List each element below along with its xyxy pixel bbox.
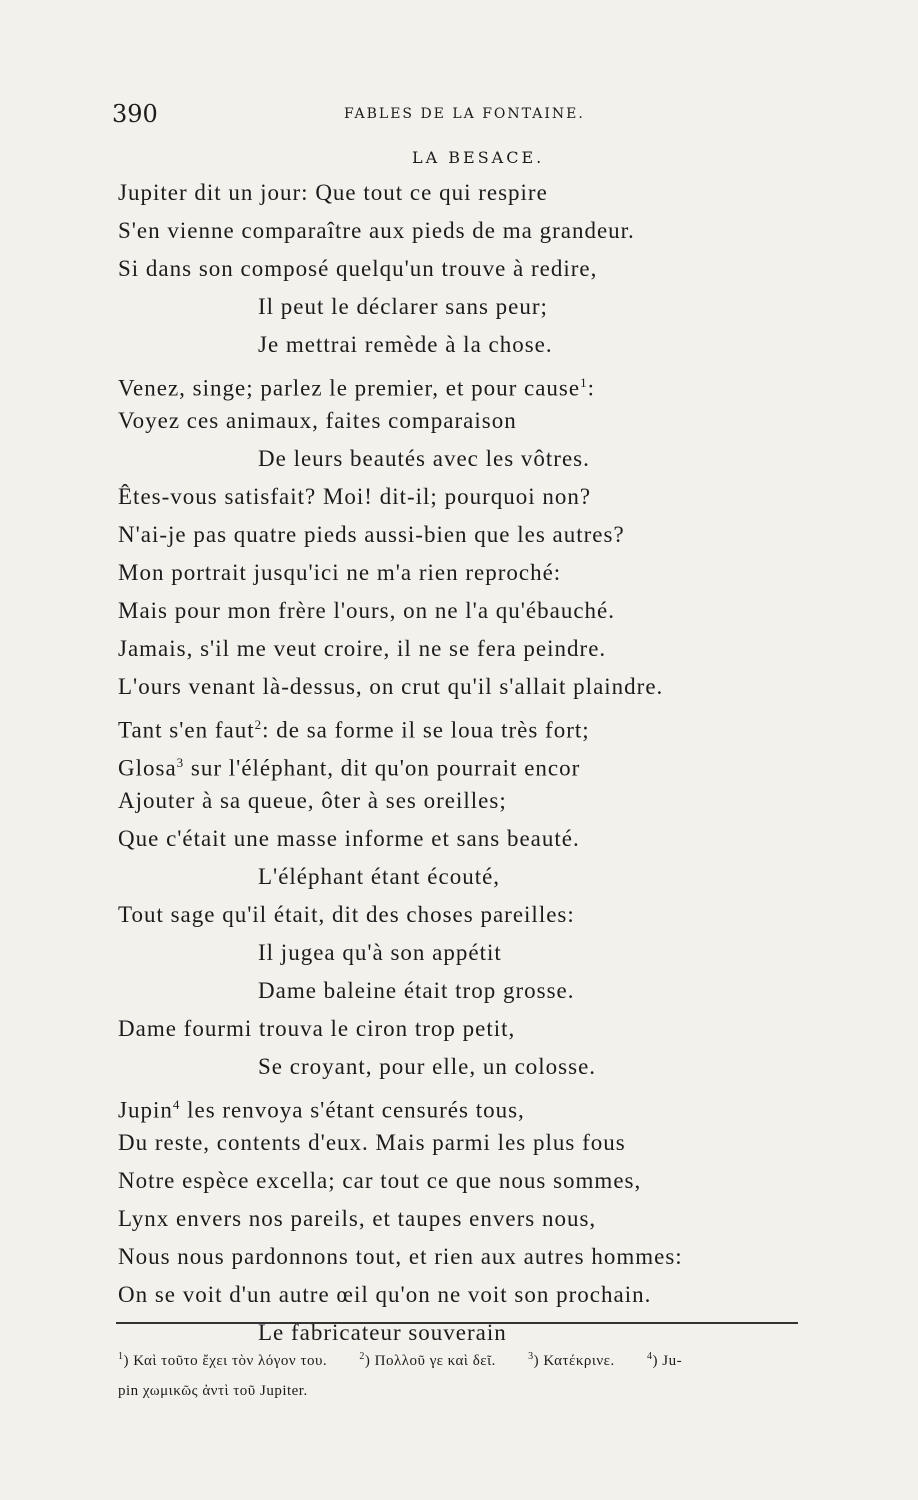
- page-header: [112, 100, 732, 130]
- verse-line: Il jugea qu'à son appétit: [258, 940, 502, 965]
- verse-line: Le fabricateur souverain: [258, 1320, 507, 1345]
- verse-line: Il peut le déclarer sans peur;: [258, 294, 548, 319]
- verse-line: Ajouter à sa queue, ôter à ses oreilles;: [118, 788, 507, 813]
- footnote-line: $^1$) Καὶ τοῦτο ἔχει τὸν λόγον του. $^2$) Πολλοῦ γε καὶ δεῖ. $^3$) Κατέκρινε. $^4$) Ju-: [118, 1351, 683, 1369]
- verse-line: Glosa$^3$ sur l'éléphant, dit qu'on pourrait encor: [118, 755, 581, 781]
- footnote-text: Καὶ τοῦτο ἔχει τὸν λόγον του.: [133, 1353, 328, 1369]
- running-title: FABLES DE LA FONTAINE.: [344, 106, 585, 122]
- verse-line: Lynx envers nos pareils, et taupes envers nous,: [118, 1206, 597, 1231]
- footnote-text: Πολλοῦ γε καὶ δεῖ.: [374, 1353, 496, 1369]
- footnote-marker: 4: [172, 1097, 181, 1112]
- footnote-number: 2: [359, 1351, 365, 1362]
- footnotes: [118, 1342, 808, 1406]
- verse-line: Êtes-vous satisfait? Moi! dit-il; pourquoi non?: [118, 484, 592, 509]
- fable-title: LA BESACE.: [412, 148, 545, 167]
- verse-line: Dame fourmi trouva le ciron trop petit,: [118, 1016, 516, 1041]
- verse-line: Que c'était une masse informe et sans beauté.: [118, 826, 580, 851]
- footnote-marker: 1: [580, 375, 588, 390]
- footnote-divider: [116, 1322, 798, 1324]
- verse-line: S'en vienne comparaître aux pieds de ma grandeur.: [118, 218, 635, 243]
- footnote-number: 1: [118, 1351, 124, 1362]
- verse-line: Voyez ces animaux, faites comparaison: [118, 408, 517, 433]
- verse-line: Venez, singe; parlez le premier, et pour cause$^1$:: [118, 375, 595, 401]
- verse-line: Tout sage qu'il était, dit des choses pareilles:: [118, 902, 575, 927]
- verse-line: Tant s'en faut$^2$: de sa forme il se loua très fort;: [118, 717, 590, 743]
- verse-line: L'ours venant là-dessus, on crut qu'il s'allait plaindre.: [118, 674, 664, 699]
- verse-line: Jupin$^4$ les renvoya s'étant censurés tous,: [118, 1097, 525, 1123]
- verse-line: Jupiter dit un jour: Que tout ce qui respire: [118, 180, 548, 205]
- verse-line: On se voit d'un autre œil qu'on ne voit son prochain.: [118, 1282, 652, 1307]
- verse-line: Nous nous pardonnons tout, et rien aux autres hommes:: [118, 1244, 683, 1269]
- footnote-marker: 2: [254, 717, 263, 732]
- footnote-number: 4: [646, 1351, 653, 1362]
- verse-line: Dame baleine était trop grosse.: [258, 978, 575, 1003]
- footnote-marker: 3: [176, 755, 185, 770]
- verse-line: Je mettrai remède à la chose.: [258, 332, 553, 357]
- footnote-number: 3: [528, 1351, 534, 1362]
- footnote-text: Ju-: [662, 1353, 683, 1369]
- verse-line: N'ai-je pas quatre pieds aussi-bien que les autres?: [118, 522, 625, 547]
- verse-line: Si dans son composé quelqu'un trouve à redire,: [118, 256, 598, 281]
- page-number: 390: [112, 100, 158, 128]
- footnote-line: [118, 1376, 808, 1406]
- footnote-text: Κατέκρινε.: [543, 1353, 615, 1369]
- verse-line: Mais pour mon frère l'ours, on ne l'a qu'ébauché.: [118, 598, 616, 623]
- verse-line: Du reste, contents d'eux. Mais parmi les plus fous: [118, 1130, 626, 1155]
- verse-line: L'éléphant étant écouté,: [258, 864, 501, 889]
- verse-line: Notre espèce excella; car tout ce que nous sommes,: [118, 1168, 642, 1193]
- verse-line: Jamais, s'il me veut croire, il ne se fera peindre.: [118, 636, 607, 661]
- verse-line: De leurs beautés avec les vôtres.: [258, 446, 590, 471]
- verse-line: Se croyant, pour elle, un colosse.: [258, 1054, 597, 1079]
- verse-line: Mon portrait jusqu'ici ne m'a rien reproché:: [118, 560, 562, 585]
- footnote-text: pin χωμικῶς ἀντὶ τοῦ Jupiter.: [118, 1383, 308, 1399]
